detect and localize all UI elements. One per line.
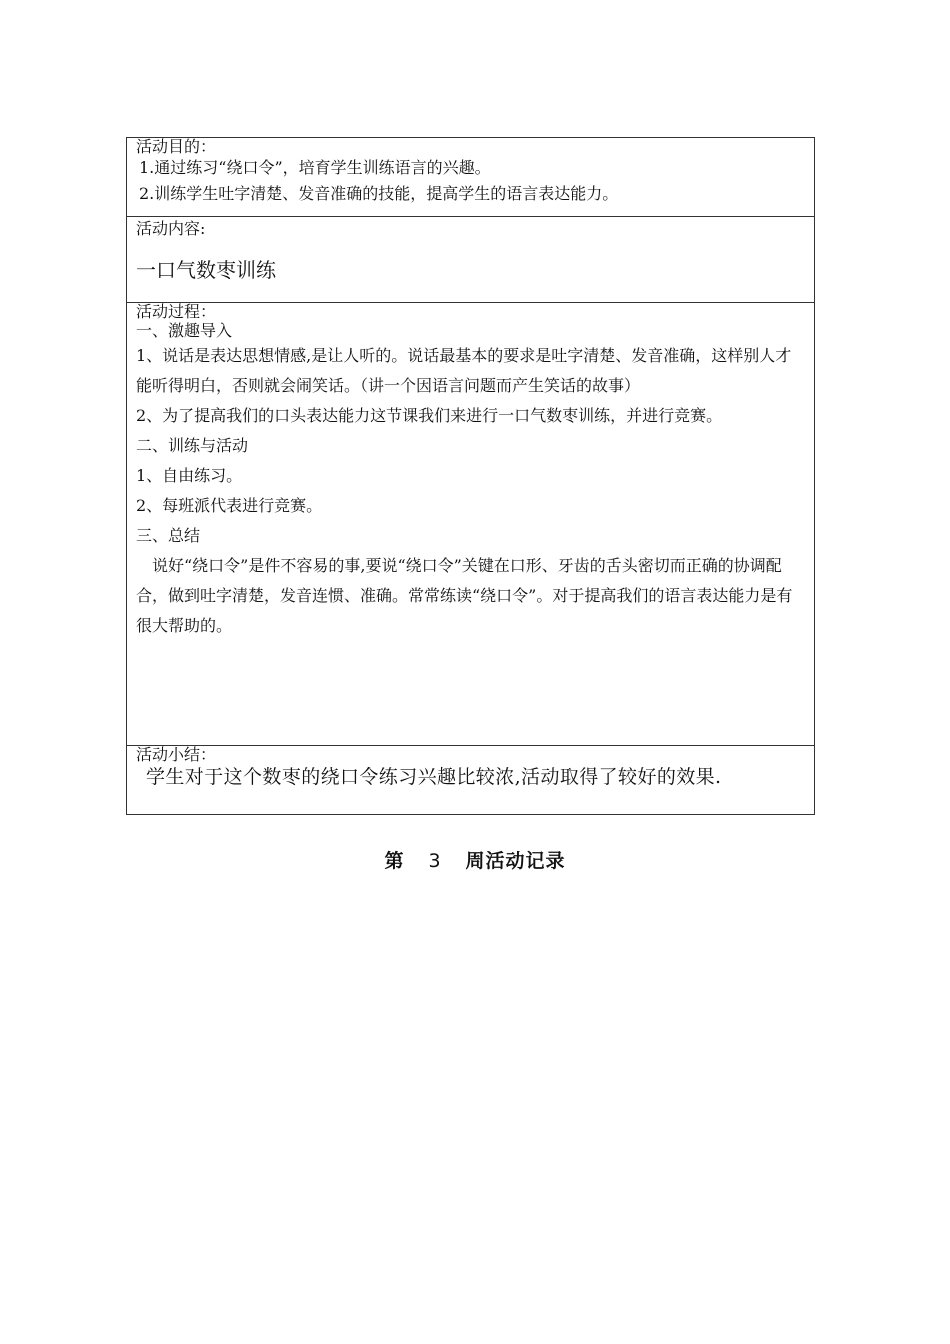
- content-body: 一口气数枣训练: [136, 258, 276, 282]
- process-paragraph-2: 2、为了提高我们的口头表达能力这节课我们来进行一口气数枣训练，并进行竞赛。: [136, 406, 723, 425]
- purpose-line-1: 1.通过练习“绕口令”，培育学生训练语言的兴趣。: [139, 158, 491, 177]
- process-step-conclusion-heading: 三、总结: [136, 526, 201, 545]
- content-section: [127, 217, 814, 303]
- content-heading: 活动内容:: [136, 219, 206, 238]
- process-section: [127, 303, 814, 746]
- purpose-heading: 活动目的：: [136, 137, 217, 156]
- summary-section: [127, 746, 814, 814]
- process-step-training-heading: 二、训练与活动: [136, 436, 249, 455]
- purpose-line-2: 2.训练学生吐字清楚、发音准确的技能，提高学生的语言表达能力。: [139, 184, 619, 203]
- week-record-title: [0, 846, 950, 873]
- process-heading: 活动过程：: [136, 302, 217, 321]
- summary-heading: 活动小结：: [136, 745, 217, 764]
- summary-body: 学生对于这个数枣的绕口令练习兴趣比较浓,活动取得了较好的效果.: [146, 766, 722, 788]
- purpose-section: [127, 138, 814, 217]
- process-step-intro-heading: 一、激趣导入: [136, 321, 233, 340]
- week-number: 3: [428, 850, 442, 872]
- process-training-item-2: 2、每班派代表进行竞赛。: [136, 496, 323, 515]
- week-title-suffix: 周活动记录: [465, 850, 566, 872]
- week-title-prefix: 第: [384, 850, 405, 872]
- process-training-item-1: 1、自由练习。: [136, 466, 243, 485]
- process-paragraph-1: 1、说话是表达思想情感,是让人听的。说话最基本的要求是吐字清楚、发音准确，这样别人才能听得明白，否则就会闹笑话。（讲一个因语言问题而产生笑话的故事）: [136, 346, 792, 395]
- process-conclusion-paragraph: 说好“绕口令”是件不容易的事,要说“绕口令”关键在口形、牙齿的舌头密切而正确的协调配合，做到吐字清楚，发音连惯、准确。常常练读“绕口令”。对于提高我们的语言表达能力是有很大帮助的。: [136, 556, 793, 635]
- activity-record-table: [126, 137, 815, 815]
